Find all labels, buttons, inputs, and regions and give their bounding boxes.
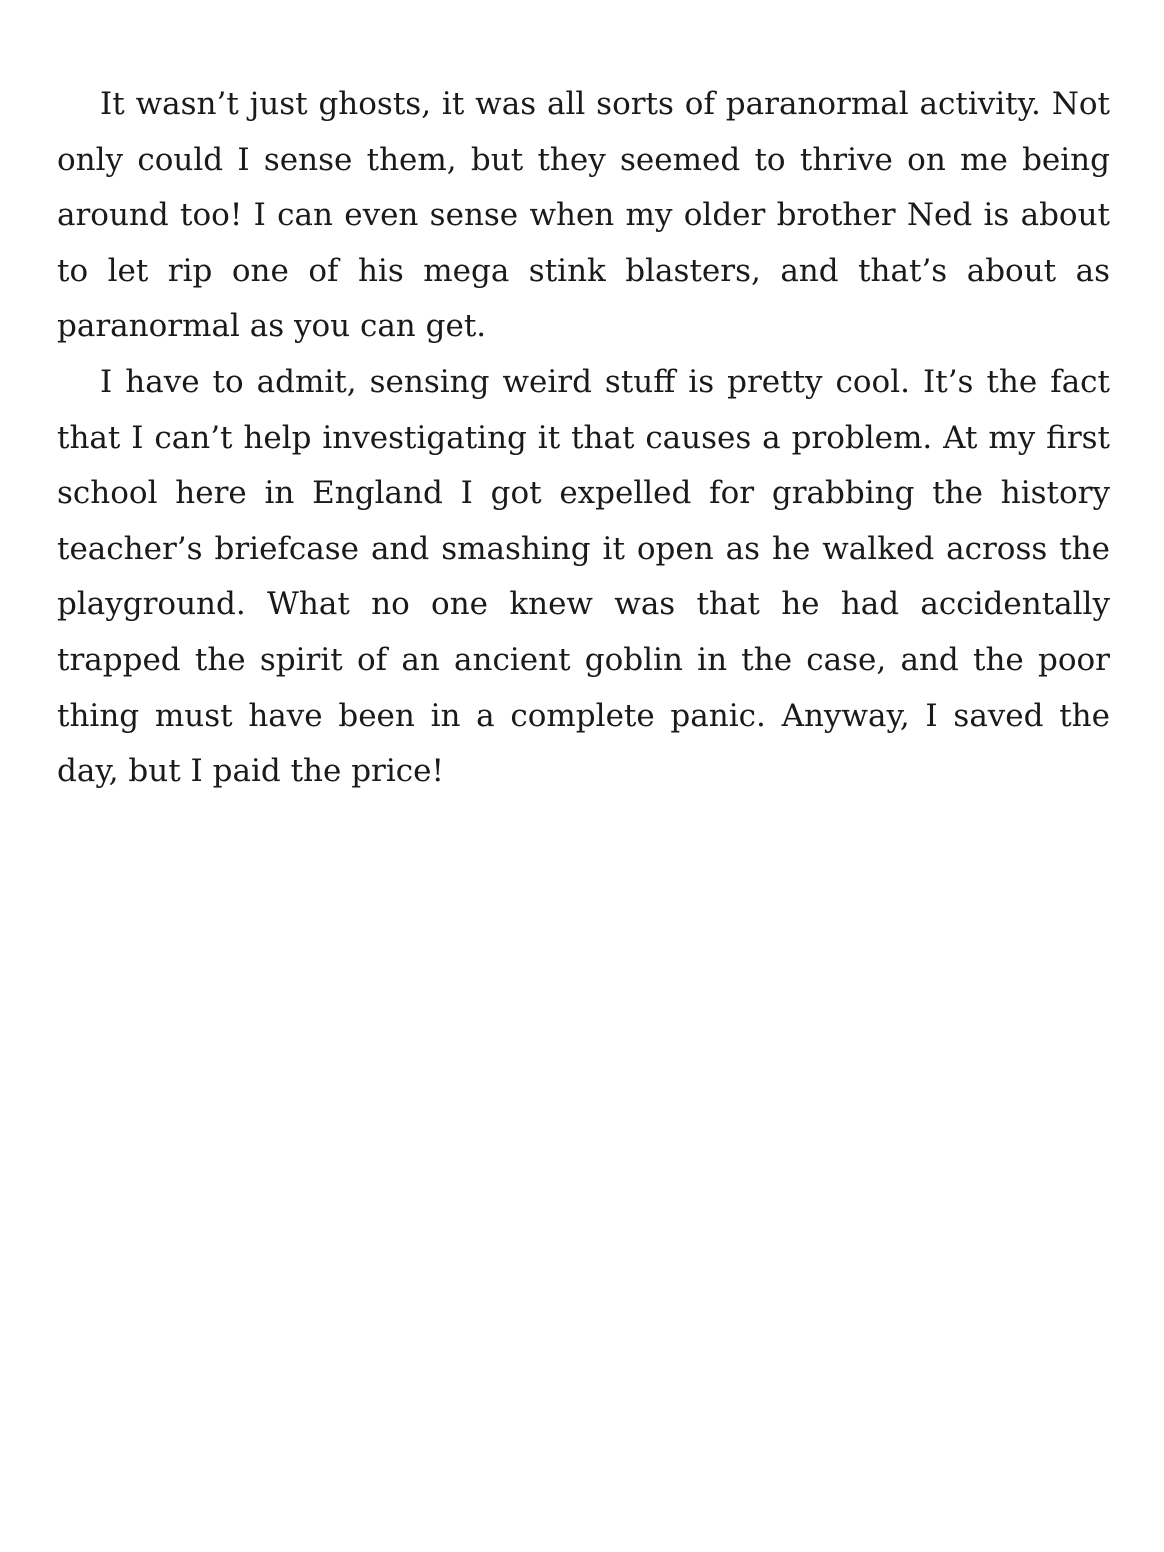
paragraph: It wasn’t just ghosts, it was all sorts of paranormal activity. Not only could I sense them, but they seemed to thrive on me being around too! I can even sense when my older brother Ned is about to let rip one of his mega stink blasters, and that’s about as paranormal as you can get. <box>57 86 1110 345</box>
paragraph: I have to admit, sensing weird stuff is pretty cool. It’s the fact that I can’t help investigating it that causes a problem. At my first school here in England I got expelled for grabbing the history teacher’s briefcase and smashing it open as he walked across the playground. What no one knew was that he had accidentally trapped the spirit of an ancient goblin in the case, and the poor thing must have been in a complete panic. Anyway, I saved the day, but I paid the price! <box>57 363 1110 790</box>
body-text <box>57 77 1110 800</box>
